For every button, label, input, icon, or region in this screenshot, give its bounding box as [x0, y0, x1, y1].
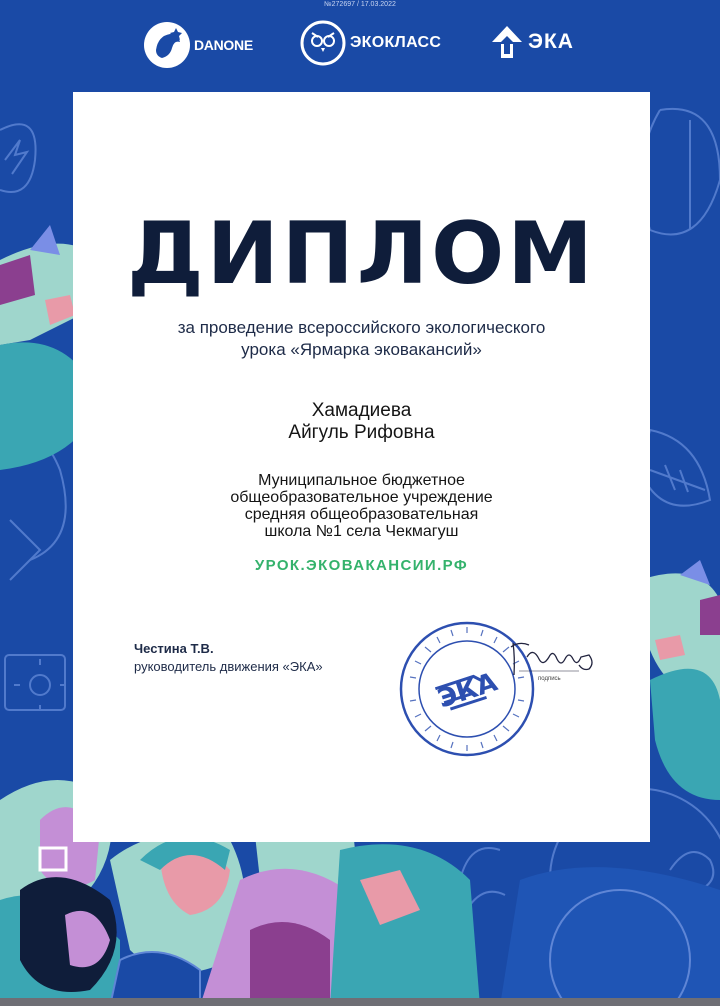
website-url: УРОК.ЭКОВАКАНСИИ.РФ: [254, 557, 469, 574]
eka-arrow-icon: [490, 24, 524, 60]
org-line-3: средняя общеобразовательная: [244, 506, 479, 523]
diploma-title: ДИПЛОМ: [127, 204, 596, 304]
org-line-4: школа №1 села Чекмагуш: [264, 523, 459, 540]
subtitle-line-2: урока «Ярмарка эковакансий»: [241, 340, 482, 359]
partner-logos: [0, 18, 720, 70]
certificate-number: №272697 / 17.03.2022: [324, 1, 396, 8]
owl-icon: [300, 20, 346, 66]
org-line-2: общеобразовательное учреждение: [230, 489, 493, 506]
danone-logo: [142, 20, 253, 70]
signature-label: подпись: [538, 676, 561, 682]
recipient-given-names: Айгуль Рифовна: [288, 422, 435, 443]
recipient-name: [73, 400, 650, 444]
recipient-surname: Хамадиева: [311, 400, 412, 421]
diploma-subtitle: [73, 317, 650, 361]
organization: [73, 472, 650, 540]
danone-emblem-icon: [142, 20, 192, 70]
signer-role: руководитель движения «ЭКА»: [134, 659, 323, 674]
diploma-sheet: [73, 92, 650, 842]
ekoklass-logo: [300, 20, 441, 66]
subtitle-line-1: за проведение всероссийского экологического: [177, 318, 546, 337]
signer-name: Честина Т.В.: [134, 641, 214, 656]
eka-logo-text: ЭКА: [528, 30, 574, 53]
signer-block: [134, 640, 323, 676]
org-line-1: Муниципальное бюджетное: [258, 472, 465, 489]
ekoklass-logo-text: ЭКОКЛАСС: [350, 34, 442, 51]
bottom-bar: [0, 998, 720, 1006]
danone-logo-text: DANONE: [194, 37, 253, 53]
eka-logo: [490, 24, 574, 60]
seal-text: ЭКА: [434, 667, 502, 715]
